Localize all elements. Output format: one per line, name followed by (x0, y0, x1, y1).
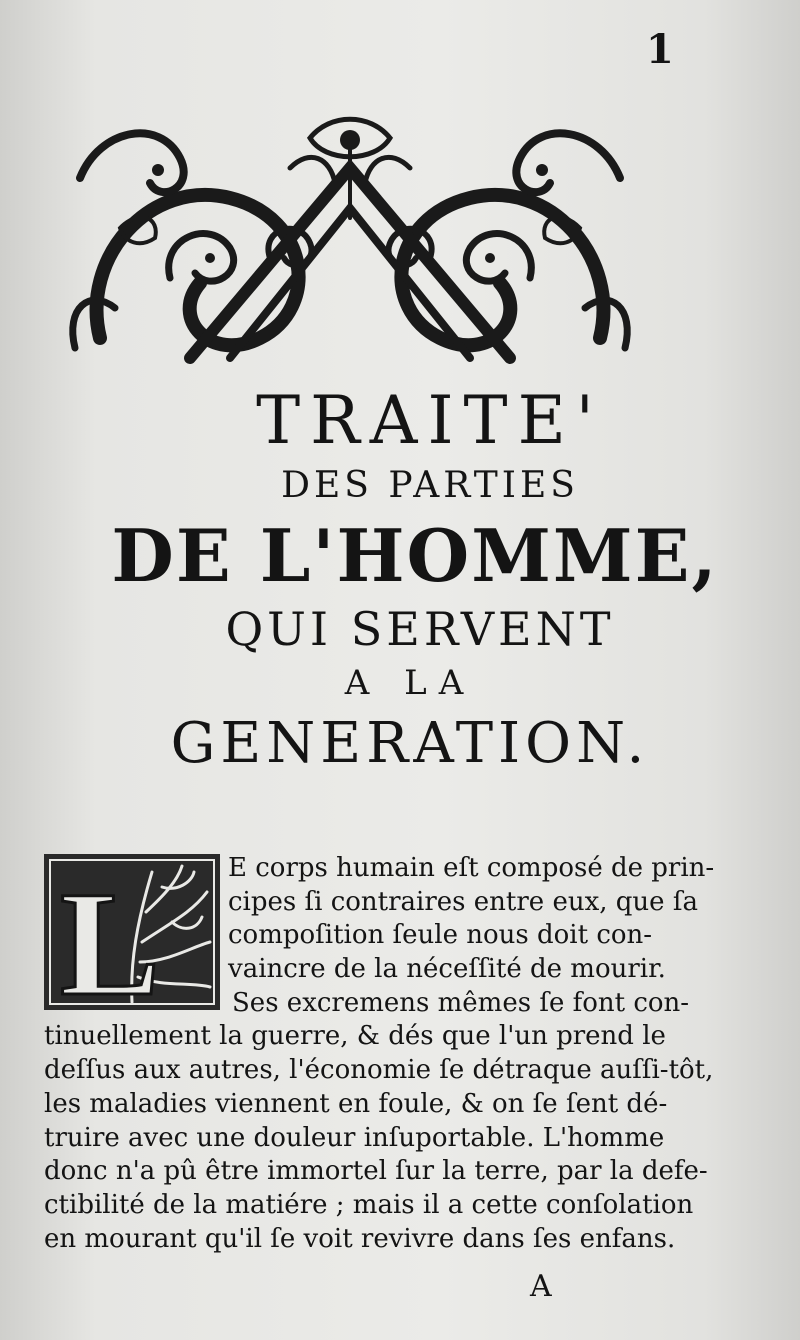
body-line: Ses excremens mêmes ſe font con- (232, 987, 690, 1018)
body-line: en mourant qu'il ſe voit revivre dans ſes enfans. (44, 1223, 676, 1254)
title-des-parties: DES PARTIES (281, 465, 579, 506)
dropcap-letter: L (60, 861, 161, 1012)
foliate-scroll-headpiece-icon (60, 108, 640, 370)
body-line: E corps humain eſt composé de prin- (228, 853, 715, 883)
title-treatise: TRAITE' (256, 382, 604, 459)
body-line: tinuellement la guerre, & dés que l'un prend le (44, 1021, 666, 1052)
body-line: compoſition ſeule nous doit con- (228, 920, 653, 951)
title-block (0, 382, 800, 776)
body-line: donc n'a pû être immortel ſur la terre, par la defe- (44, 1156, 708, 1187)
body-line: deſſus aux autres, l'économie ſe détraque auſſi-tôt, (44, 1055, 714, 1086)
signature-mark: A (530, 1269, 552, 1304)
title-generation: GENERATION. (170, 711, 650, 776)
title-de-lhomme: DE L'HOMME, (111, 513, 719, 598)
body-line: truire avec une douleur inſuportable. L'homme (44, 1122, 665, 1153)
body-line: vaincre de la néceſſité de mourir. (228, 954, 666, 985)
body-line: ctibilité de la matiére ; mais il a cette conſolation (44, 1189, 694, 1220)
title-a-la: A LA (344, 663, 476, 703)
body-line: les maladies viennent en foule, & on ſe ſent dé- (44, 1088, 668, 1119)
body-line: cipes ſi contraires entre eux, que ſa (228, 886, 698, 917)
body-paragraph (44, 852, 715, 1256)
title-qui-servent: QUI SERVENT (225, 602, 615, 656)
page-number: 1 (646, 26, 674, 73)
